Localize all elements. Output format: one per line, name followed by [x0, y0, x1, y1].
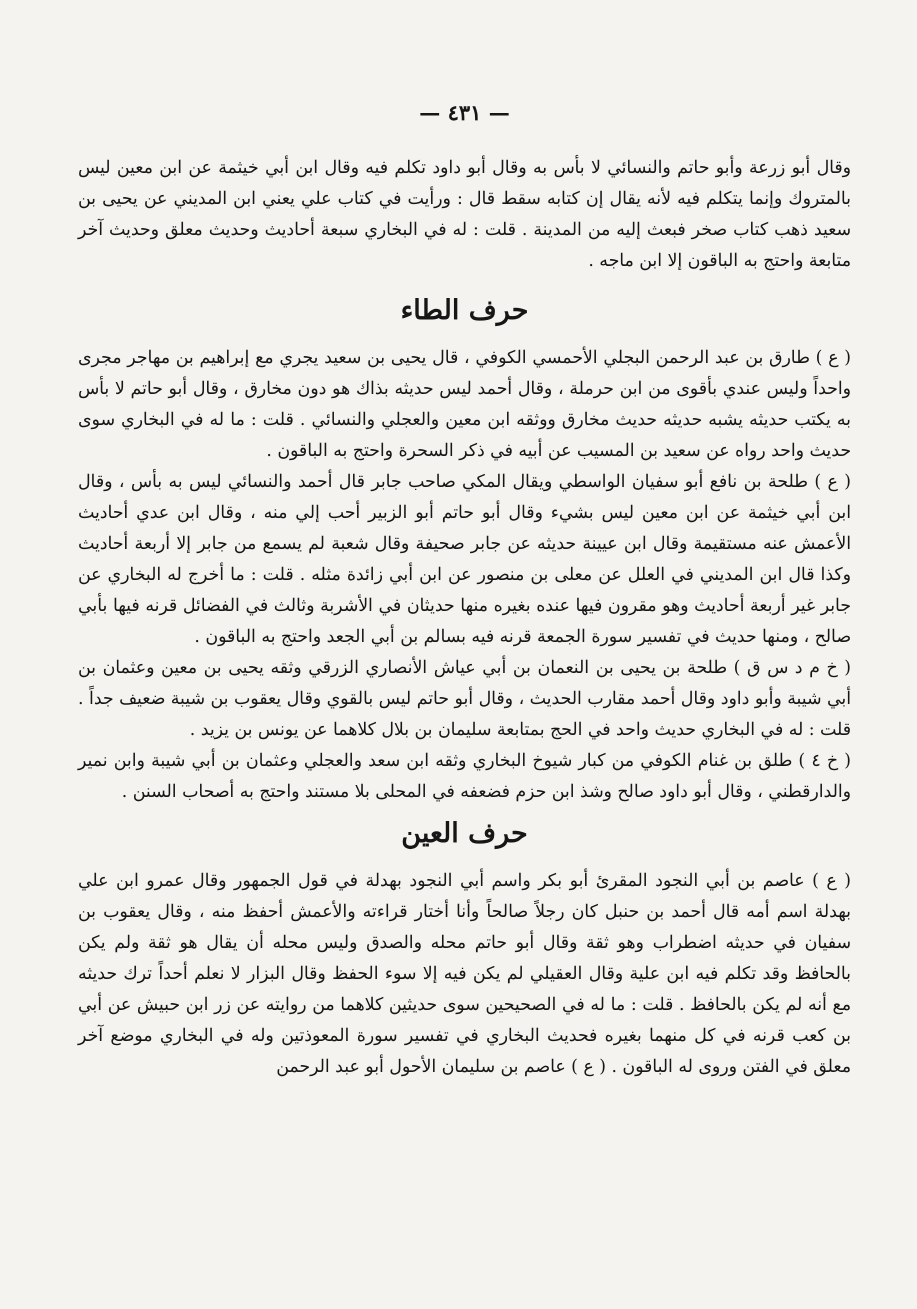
entry-talq: ( خ ٤ ) طلق بن غنام الكوفي من كبار شيوخ البخاري وثقه ابن سعد والعجلي وعثمان بن أبي شيبة وابن نمير والدارقطني ، وقال أبو داود صالح وشذ ابن حزم فضعفه في المحلى بلا مستند واحتج به أصحاب السنن . [78, 751, 851, 802]
entry-asim: ( ع ) عاصم بن أبي النجود المقرئ أبو بكر واسم أبي النجود بهدلة في قول الجمهور وقال عمرو ابن علي بهدلة اسم أمه قال أحمد بن حنبل كان رجلاً صالحاً وأنا أختار قراءته والأعمش أحفظ منه ، وقال يعقوب بن سفيان في حديثه اضطراب وهو ثقة وقال أبو حاتم محله والصدق وليس محله أن يقال هو ثقة ولم يكن بالحافظ وقد تكلم فيه ابن علية وقال العقيلي لم يكن فيه إلا سوء الحفظ وقال البزار لا نعلم أحداً ترك حديثه مع أنه لم يكن بالحافظ . قلت : ما له في الصحيحين سوى حديثين كلاهما من روايته عن زر ابن حبيش عن أبي بن كعب قرنه في كل منهما بغيره فحديث البخاري في تفسير سورة المعوذتين وله في البخاري موضع آخر معلق في الفتن وروى له الباقون . ( ع ) عاصم بن سليمان الأحول أبو عبد الرحمن [78, 871, 851, 1077]
intro-paragraph: وقال أبو زرعة وأبو حاتم والنسائي لا بأس به وقال أبو داود تكلم فيه وقال ابن أبي خيثمة عن ابن معين ليس بالمتروك وإنما يتكلم فيه لأنه يقال إن كتابه سقط قال : ورأيت في كتاب علي يعني ابن المديني عن يحيى بن سعيد ذهب كتاب صخر فبعث إليه من المدينة . قلت : له في البخاري سبعة أحاديث وحديث معلق وحديث آخر متابعة واحتج به الباقون إلا ابن ماجه . [78, 158, 851, 271]
entry-talha-yahya: ( خ م د س ق ) طلحة بن يحيى بن النعمان بن أبي عياش الأنصاري الزرقي وثقه يحيى بن معين وعثمان بن أبي شيبة وأبو داود وقال أحمد مقارب الحديث ، وقال أبو حاتم ليس بالقوي وقال يعقوب بن شيبة ضعيف جداً . قلت : له في البخاري حديث واحد في الحج بمتابعة سليمان بن بلال كلاهما عن يونس بن يزيد . [78, 658, 851, 740]
entry-talha-nafi: ( ع ) طلحة بن نافع أبو سفيان الواسطي ويقال المكي صاحب جابر قال أحمد والنسائي ليس به بأس ، وقال ابن أبي خيثمة عن ابن معين ليس بشيء وقال أبو حاتم أبو الزبير أحب إلي منه ، وقال ابن عدي أحاديث الأعمش عنه مستقيمة وقال ابن عيينة حديثه عن جابر صحيفة وقال شعبة لم يسمع من جابر إلا أربعة أحاديث وكذا قال ابن المديني في العلل عن معلى بن منصور عن ابن أبي زائدة مثله . قلت : ما أخرج له البخاري عن جابر غير أربعة أحاديث وهو مقرون فيها عنده بغيره منها حديثان في الأشربة وثالث في الفضائل قرنه فيها بأبي صالح ، ومنها حديث في تفسير سورة الجمعة قرنه فيه بسالم بن أبي الجعد واحتج به الباقون . [78, 472, 851, 647]
section-heading-ain: حرف العين [401, 818, 528, 849]
entry-tariq: ( ع ) طارق بن عبد الرحمن البجلي الأحمسي الكوفي ، قال يحيى بن سعيد يجري مع إبراهيم بن مهاجر مجرى واحداً وليس عندي بأقوى من ابن حرملة ، وقال أحمد ليس حديثه بذاك هو دون مخارق ، وقال أبو حاتم لا بأس به يكتب حديثه يشبه حديثه حديث مخارق ووثقه ابن معين والعجلي والنسائي . قلت : ما له في البخاري سوى حديث واحد رواه عن سعيد بن المسيب عن أبيه في ذكر السحرة واحتج به الباقون . [78, 348, 851, 461]
page-number: — ٤٣١ — [419, 100, 510, 125]
section-heading-taa: حرف الطاء [400, 295, 529, 326]
